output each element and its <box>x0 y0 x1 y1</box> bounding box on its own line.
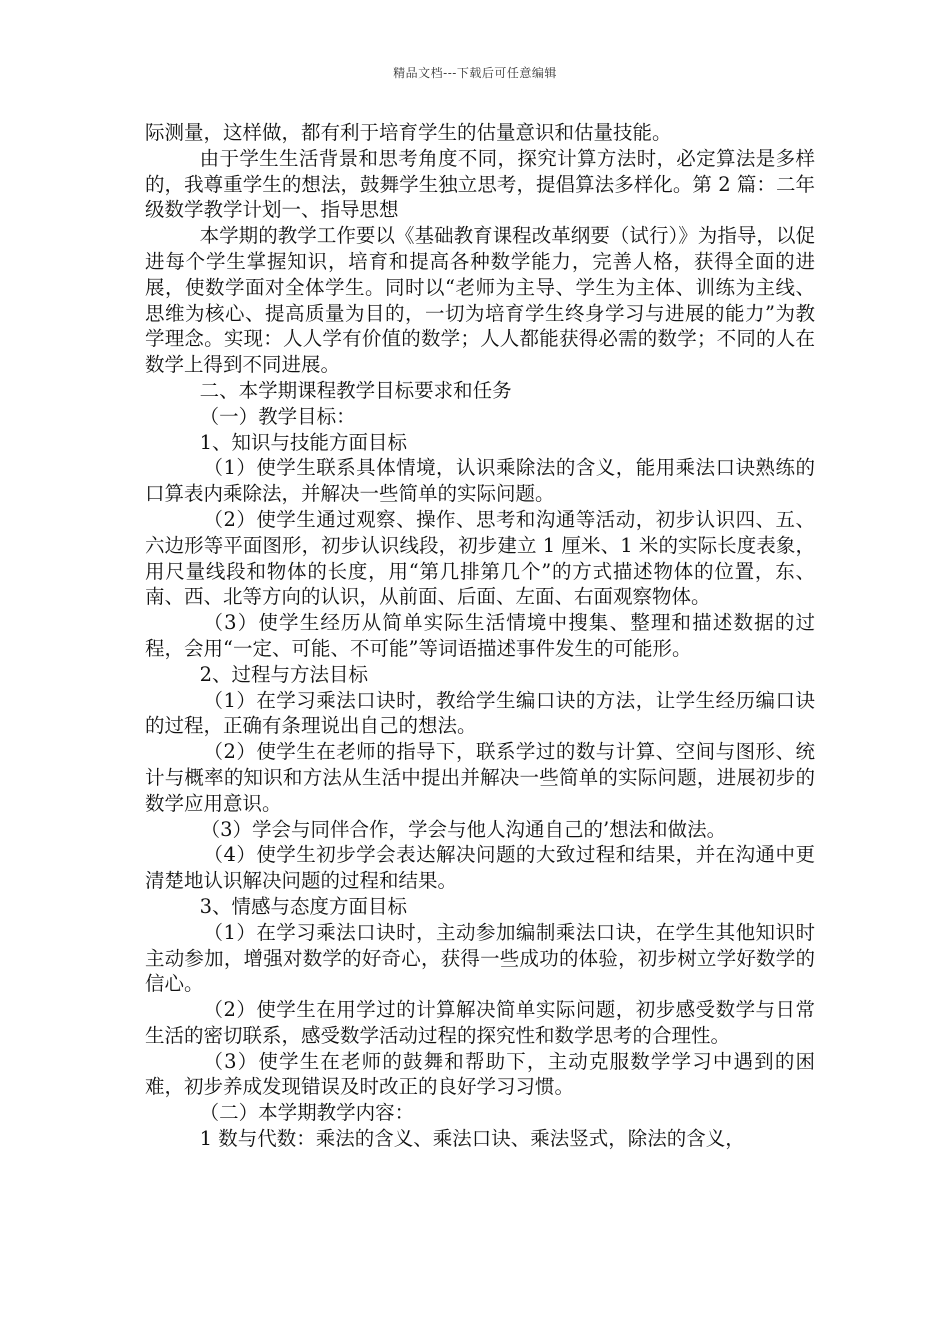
goal-heading-attitude: 3、情感与态度方面目标 <box>199 894 408 918</box>
knowledge-item-2: （2）使学生通过观察、操作、思考和沟通等活动，初步认识四、五、六边形等平面图形，初步认识线段，初步建立 1 厘米、1 米的实际长度表象，用尺量线段和物体的长度，用“第几排第几个”的方式描述物体的位置，东、南、西、北等方向的认识，从前面、后面、左面、右面观察物体。 <box>145 507 815 609</box>
content-item-1: 1 数与代数：乘法的含义、乘法口诀、乘法竖式，除法的含义， <box>199 1127 745 1151</box>
document-body <box>145 120 815 1152</box>
knowledge-item-1: （1）使学生联系具体情境，认识乘除法的含义，能用乘法口诀熟练的口算表内乘除法，并解决一些简单的实际问题。 <box>145 456 815 506</box>
paragraph-1: 际测量，这样做，都有利于培育学生的估量意识和估量技能。 <box>145 121 672 144</box>
process-item-3: （3）学会与同伴合作，学会与他人沟通自己的’想法和做法。 <box>200 817 727 841</box>
process-item-2: （2）使学生在老师的指导下，联系学过的数与计算、空间与图形、统计与概率的知识和方法从生活中提出并解决一些简单的实际问题，进展初步的数学应用意识。 <box>145 740 815 815</box>
attitude-item-3: （3）使学生在老师的鼓舞和帮助下，主动克服数学学习中遇到的困难，初步养成发现错误及时改正的良好学习习惯。 <box>145 1049 815 1099</box>
paragraph-3: 本学期的教学工作要以《基础教育课程改革纲要（试行）》为指导，以促进每个学生掌握知识，培育和提高各种数学能力，完善人格，获得全面的进展，使数学面对全体学生。同时以“老师为主导、学生为主体、训练为主线、思维为核心、提高质量为目的，一切为培育学生终身学习与进展的能力”为教学理念。实现：人人学有价值的数学；人人都能获得必需的数学；不同的人在数学上得到不同进展。 <box>145 224 815 377</box>
section-heading-2: 二、本学期课程教学目标要求和任务 <box>199 378 512 402</box>
process-item-4: （4）使学生初步学会表达解决问题的大致过程和结果，并在沟通中更清楚地认识解决问题的过程和结果。 <box>145 843 815 893</box>
knowledge-item-3: （3）使学生经历从简单实际生活情境中搜集、整理和描述数据的过程，会用“一定、可能、不可能”等词语描述事件发生的可能形。 <box>145 611 815 660</box>
page-header: 精品文档---下载后可任意编辑 <box>393 66 557 80</box>
subsection-heading-1: （一）教学目标： <box>199 404 356 428</box>
goal-heading-knowledge: 1、知识与技能方面目标 <box>199 430 408 454</box>
paragraph-2: 由于学生生活背景和思考角度不同，探究计算方法时，必定算法是多样的，我尊重学生的想法，鼓舞学生独立思考，提倡算法多样化。第 2 篇：二年级数学教学计划一、指导思想 <box>145 146 815 222</box>
process-item-1: （1）在学习乘法口诀时，教给学生编口诀的方法，让学生经历编口诀的过程，正确有条理说出自己的想法。 <box>145 688 815 738</box>
goal-heading-process: 2、过程与方法目标 <box>199 662 369 686</box>
attitude-item-2: （2）使学生在用学过的计算解决简单实际问题，初步感受数学与日常生活的密切联系，感受数学活动过程的探究性和数学思考的合理性。 <box>145 998 815 1047</box>
attitude-item-1: （1）在学习乘法口诀时，主动参加编制乘法口诀，在学生其他知识时主动参加，增强对数学的好奇心，获得一些成功的体验，初步树立学好数学的信心。 <box>145 920 815 996</box>
subsection-heading-2: （二）本学期教学内容： <box>199 1101 415 1125</box>
